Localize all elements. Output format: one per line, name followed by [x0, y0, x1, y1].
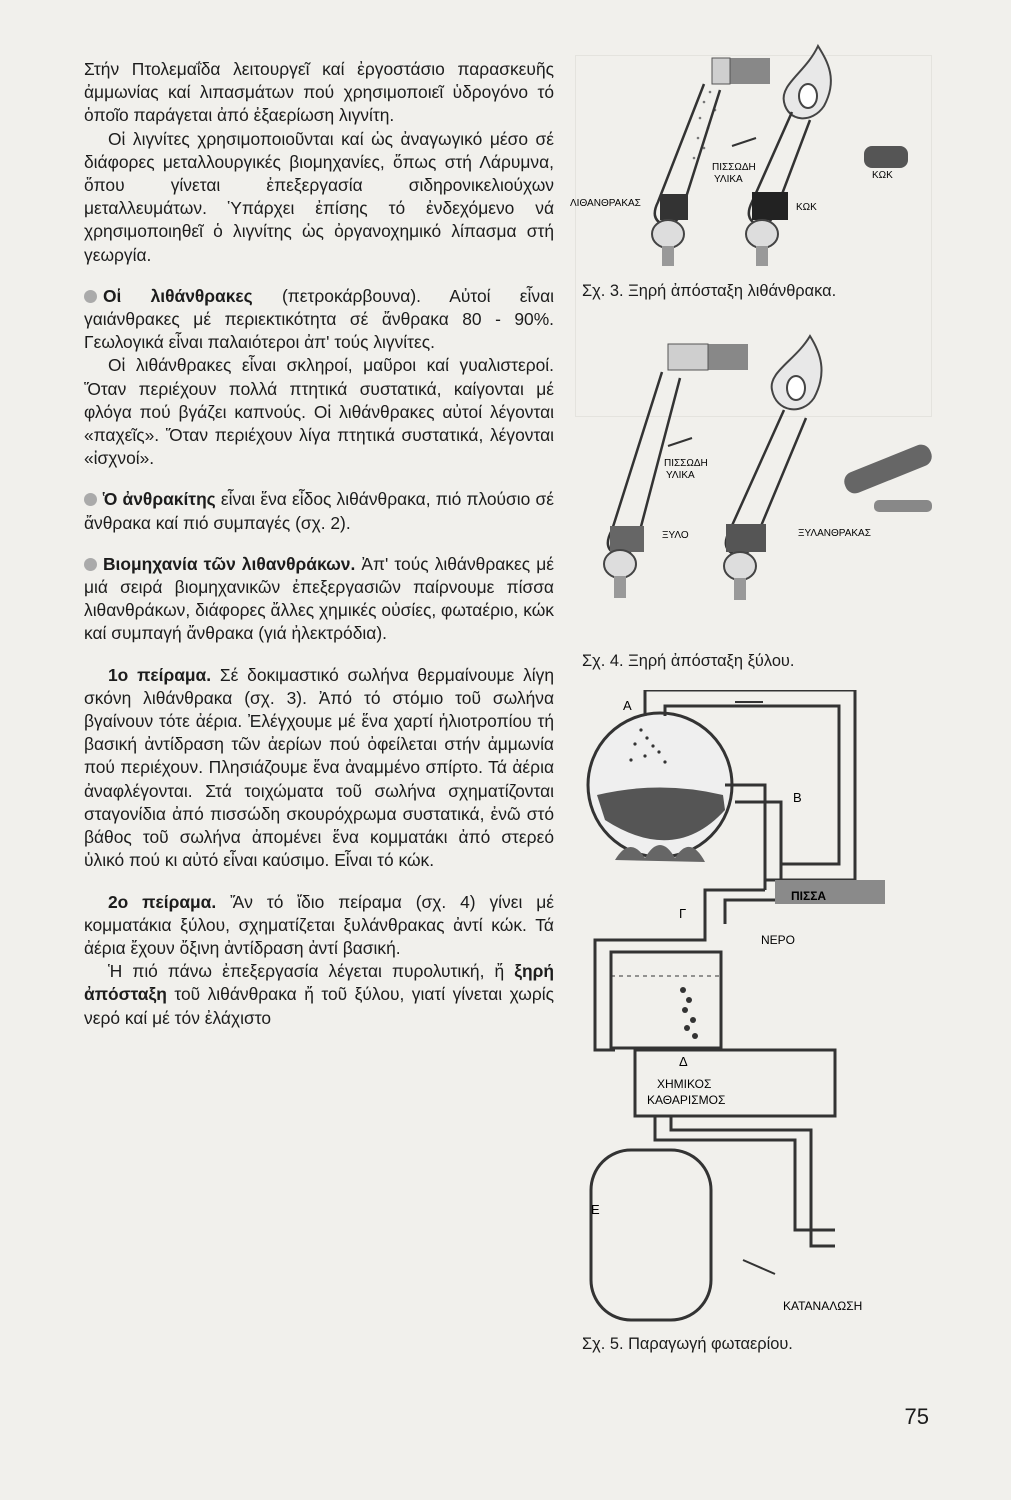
figure-5-gas-production [575, 690, 935, 1330]
term-dry-distillation: ξηρή ἀπόσταξη [84, 961, 554, 1005]
paragraph-anthracite: Ὁ ἀνθρακίτης εἶναι ἕνα εἶδος λιθάνθρακα, πιό πλούσιο σέ ἄνθρακα καί πιό συμπαγές (σχ. 2). [84, 489, 554, 533]
flame-icon [784, 46, 831, 118]
litmus-paper-icon [712, 58, 770, 84]
label-tar2-fig3: ΥΛΙΚΑ [714, 174, 743, 185]
caption-figure-4: Σχ. 4. Ξηρή ἀπόσταξη ξύλου. [582, 652, 795, 670]
figure-3-coal-distillation [570, 40, 930, 280]
bullet-icon [84, 558, 97, 571]
burner-left [652, 220, 684, 266]
furnace-flame [615, 845, 705, 862]
caption-figure-3: Σχ. 3. Ξηρή ἀπόσταξη λιθάνθρακα. [582, 282, 837, 300]
term-experiment-1: 1ο πείραμα. [108, 664, 212, 685]
test-tube-right [726, 410, 806, 555]
term-anthracite: Ὁ ἀνθρακίτης [103, 489, 216, 510]
litmus-paper-icon [668, 344, 748, 370]
label-coke-far: ΚΩΚ [872, 170, 893, 181]
paragraph-bituminous-coal: Οἱ λιθάνθρακες (πετροκάρβουνα). Αὐτοί εἶναι γαιάνθρακες μέ περιεκτικότητα σέ ἄνθρακα 80 - 90%. Γεωλογικά εἶναι παλαιότεροι ἀπ' τούς λιγνίτες. [84, 285, 554, 353]
paragraph-ptolemaida: Στήν Πτολεμαΐδα λειτουργεῖ καί ἐργοστάσιο παρασκευῆς ἀμμωνίας καί λιπασμάτων πού χρησιμοποιεῖ ὑδρογόνο τό ὁποῖο παράγεται ἀπό ἐξαερίωση λιγνίτη. [84, 59, 554, 126]
label-d: Δ [679, 1054, 688, 1069]
label-coal-fig3: ΛΙΘΑΝΘΡΑΚΑΣ [570, 198, 641, 209]
term-bituminous-coal: Οἱ λιθάνθρακες [103, 285, 253, 306]
term-experiment-2: 2ο πείραμα. [108, 891, 217, 912]
label-wood: ΞΥΛΟ [662, 530, 689, 541]
test-tube-left [655, 84, 720, 225]
burner-right [724, 552, 756, 600]
label-purification-1: ΧΗΜΙΚΟΣ [657, 1077, 712, 1091]
label-water: ΝΕΡΟ [761, 933, 796, 947]
main-text-column [84, 58, 554, 1030]
arrow-tar [732, 138, 756, 146]
flame-icon [772, 336, 822, 409]
paragraph-experiment-2: 2ο πείραμα. Ἄν τό ἴδιο πείραμα (σχ. 4) γίνει μέ κομματάκια ξύλου, σχηματίζεται ξυλάνθρακας ἀντί κώκ. Τά ἀέρια ἔχουν ὄξινη ἀντίδραση ἀντί βασική. [84, 891, 555, 958]
arrow-tar [668, 438, 692, 446]
bullet-icon [84, 493, 97, 506]
figure-4-wood-distillation [570, 328, 940, 618]
burner-right [746, 220, 778, 266]
label-charcoal: ΞΥΛΑΝΘΡΑΚΑΣ [798, 528, 871, 539]
paragraph-coal-properties: Οἱ λιθάνθρακες εἶναι σκληροί, μαῦροι καί γυαλιστεροί. Ὅταν περιέχουν πολλά πτητικά συστατικά, καίγονται μέ φλόγα πού βγάζει καπνούς. Οἱ λιθάνθρακες αὐτοί λέγονται «παχεῖς». Ὅταν περιέχουν λίγα πτητικά συστατικά, λέγονται «ἰσχνοί». [84, 355, 554, 469]
paragraph-lignite-uses: Οἱ λιγνίτες χρησιμοποιοῦνται καί ὡς ἀναγωγικό μέσο σέ διάφορες μεταλλουργικές βιομηχανίες, ὅπως στή Λάρυμνα, ὅπου γίνεται ἐπεξεργασία σιδηρονικελιούχων μεταλλευμάτων. Ὑπάρχει ἐπίσης τό ἐνδεχόμενο νά χρησιμοποιηθεῖ ὁ λιγνίτης ὡς ὀργανοχημικό λίπασμα στή γεωργία. [84, 128, 554, 265]
page-number: 75 [904, 1404, 929, 1429]
term-coal-industry: Βιομηχανία τῶν λιθανθράκων. [103, 553, 356, 574]
arrow-consumption [743, 1260, 775, 1274]
caption-figure-5: Σχ. 5. Παραγωγή φωταερίου. [582, 1335, 793, 1353]
paragraph-dry-distillation: Ἡ πιό πάνω ἐπεξεργασία λέγεται πυρολυτική, ἤ ξηρή ἀπόσταξη τοῦ λιθάνθρακα ἤ τοῦ ξύλου, γιατί γίνεται χωρίς νερό καί μέ τόν ἐλάχιστο [84, 961, 554, 1028]
label-consumption: ΚΑΤΑΝΑΛΩΣΗ [783, 1299, 863, 1313]
label-coke-near: ΚΩΚ [796, 202, 817, 213]
label-tar-fig3: ΠΙΣΣΩΔΗ [712, 162, 756, 173]
condenser-droplets [680, 987, 698, 1039]
burner-left [604, 550, 636, 598]
label-purification-2: ΚΑΘΑΡΙΣΜΟΣ [647, 1093, 726, 1107]
retort-a [588, 713, 732, 857]
coke-piece [864, 146, 908, 168]
bullet-icon [84, 290, 97, 303]
label-tar-fig4: ΠΙΣΣΩΔΗ [664, 458, 708, 469]
label-g: Γ [679, 906, 687, 921]
label-e: Ε [591, 1202, 600, 1217]
charcoal-pieces [841, 442, 935, 512]
paragraph-experiment-1: 1ο πείραμα. Σέ δοκιμαστικό σωλήνα θερμαίνουμε λίγη σκόνη λιθάνθρακα (σχ. 3). Ἀπό τό στόμιο τοῦ σωλήνα βγαίνουν τότε ἀέρια. Ἐλέγχουμε μέ ἕνα χαρτί ἡλιοτροπίου τή βασική ἀντίδραση τῶν ἀερίων πού ὀφείλεται στήν ἀμμωνία πού περιέχουν. Πλησιάζουμε ἕνα ἀναμμένο σπίρτο. Τά ἀέρια ἀναφλέγονται. Στά τοιχώματα τοῦ σωλήνα σχηματίζονται σταγονίδια ἀπό πισσώδη σκουρόχρωμα συστατικά, ἐνῶ στό βάθος τοῦ σωλήνα ἀπομένει ἕνα κομματάκι ἀπό στερεό ὑλικό πού κι αὐτό εἶναι καύσιμο. Εἶναι τό κώκ. [84, 664, 555, 871]
label-tar2-fig4: ΥΛΙΚΑ [666, 470, 695, 481]
label-tar-fig5: ΠΙΣΣΑ [791, 889, 827, 903]
paragraph-coal-industry: Βιομηχανία τῶν λιθανθράκων. Ἀπ' τούς λιθάνθρακες μέ μιά σειρά βιομηχανικῶν ἐπεξεργασιῶν παίρνουμε πίσσα λιθανθράκων, διάφορες ἄλλες χημικές οὐσίες, φωταέριο, κώκ καί συμπαγή ἄνθρακα (γιά ἠλεκτρόδια). [84, 553, 554, 644]
label-a: Α [623, 698, 632, 713]
label-b: Β [793, 790, 802, 805]
